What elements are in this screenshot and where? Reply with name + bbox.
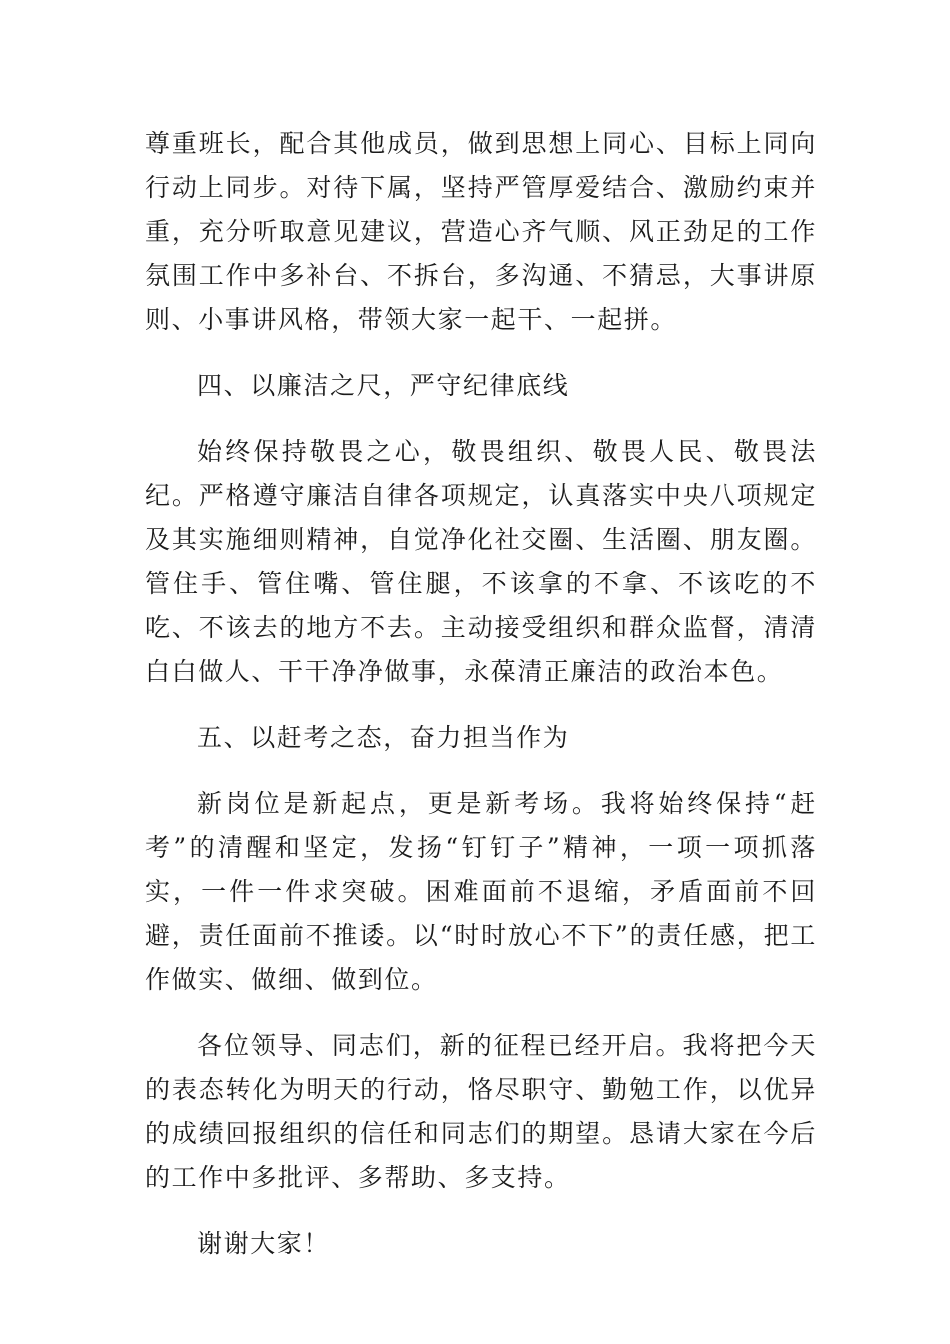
paragraph-integrity: 始终保持敬畏之心，敬畏组织、敬畏人民、敬畏法纪。严格遵守廉洁自律各项规定，认真落实中央八项规定及其实施细则精神，自觉净化社交圈、生活圈、朋友圈。管住手、管住嘴、管住腿，不该拿的不拿、不该吃的不吃、不该去的地方不去。主动接受组织和群众监督，清清白白做人、干干净净做事，永葆清正廉洁的政治本色。 xyxy=(145,437,817,686)
closing-thanks: 谢谢大家！ xyxy=(197,1229,331,1258)
document-body xyxy=(145,122,817,1266)
section-heading-integrity: 四、以廉洁之尺，严守纪律底线 xyxy=(197,371,570,400)
paragraph-responsibility: 新岗位是新起点，更是新考场。我将始终保持“赶考”的清醒和坚定，发扬“钉钉子”精神，一项一项抓落实，一件一件求突破。困难面前不退缩，矛盾面前不回避，责任面前不推诿。以“时时放心不下”的责任感，把工作做实、做细、做到位。 xyxy=(145,789,817,994)
paragraph-team-cooperation: 尊重班长，配合其他成员，做到思想上同心、目标上同向行动上同步。对待下属，坚持严管厚爱结合、激励约束并重，充分听取意见建议，营造心齐气顺、风正劲足的工作氛围工作中多补台、不拆台，多沟通、不猜忌，大事讲原则、小事讲风格，带领大家一起干、一起拼。 xyxy=(145,129,817,334)
paragraph-conclusion: 各位领导、同志们，新的征程已经开启。我将把今天的表态转化为明天的行动，恪尽职守、勤勉工作，以优异的成绩回报组织的信任和同志们的期望。恳请大家在今后的工作中多批评、多帮助、多支持。 xyxy=(145,1031,817,1192)
section-heading-responsibility: 五、以赶考之态，奋力担当作为 xyxy=(197,723,570,752)
